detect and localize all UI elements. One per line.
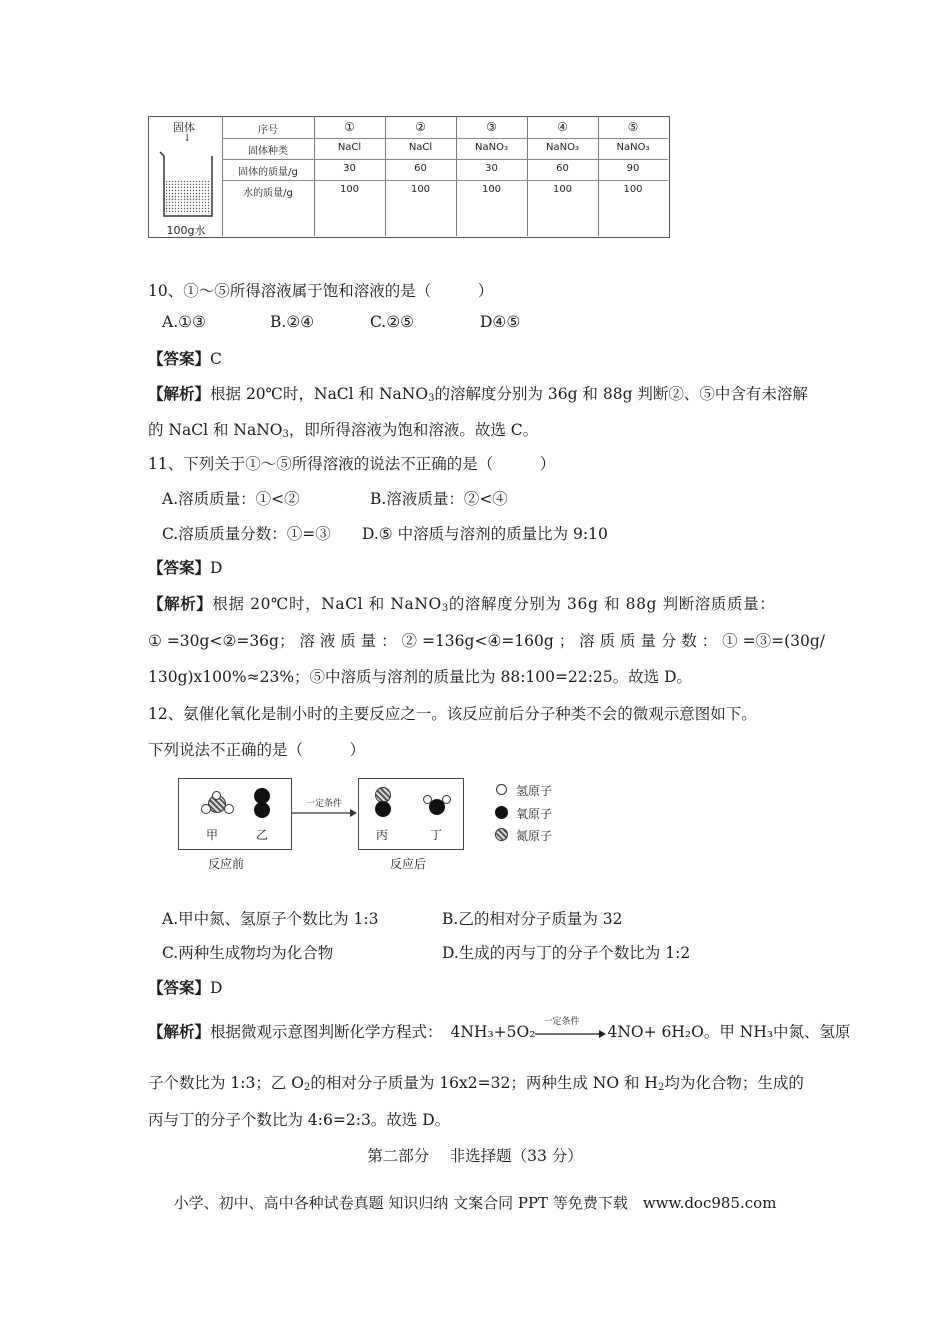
caption-before: 反应前 <box>208 857 245 871</box>
hydrogen-atom <box>224 804 234 814</box>
col-water-mass: 100 <box>410 184 431 195</box>
before-box <box>178 778 292 850</box>
analysis-text: 的 NaCl 和 NaNO <box>148 421 283 439</box>
q10-option-c: C.②⑤ <box>370 313 415 331</box>
q12-option-a: A.甲中氮、氢原子个数比为 1:3 <box>162 910 379 928</box>
q12-option-c: C.两种生成物均为化合物 <box>162 944 334 962</box>
molecule-label-bing: 丙 <box>376 828 389 842</box>
legend-hydrogen: 氢原子 <box>516 784 553 798</box>
col-id: ④ <box>557 120 568 134</box>
legend-oxygen-icon <box>495 806 508 819</box>
reaction-arrow-icon <box>292 808 358 818</box>
reaction-micro-diagram <box>178 778 598 874</box>
analysis-text: 根据微观示意图判断化学方程式： <box>210 1023 443 1041</box>
q12-analysis-line-2 <box>148 1071 804 1093</box>
col-divider <box>598 116 599 236</box>
q12-answer <box>148 976 222 998</box>
col-divider <box>456 116 457 236</box>
answer-label: 【答案】 <box>148 349 211 368</box>
oxygen-atom <box>254 802 270 818</box>
col-solid-mass: 90 <box>626 163 640 174</box>
molecule-label-jia: 甲 <box>206 828 219 842</box>
subscript: 3 <box>282 429 289 440</box>
q10-option-d: D④⑤ <box>480 313 521 331</box>
after-box <box>358 778 464 850</box>
q10-option-b: B.②④ <box>270 313 315 331</box>
q12-option-d: D.生成的丙与丁的分子个数比为 1:2 <box>442 944 691 962</box>
col-divider <box>527 116 528 236</box>
answer-value: D <box>210 559 223 577</box>
analysis-text: 的溶解度分别为 36g 和 88g 判断溶质质量： <box>448 595 776 613</box>
row-header-water-mass: 水的质量/g <box>243 188 293 199</box>
q11-analysis-line-2: ① =30g<②=36g； 溶 液 质 量 ： ② =136g<④=160g ； 溶 质 质 量 分 数 ： ① =③=(30g/ <box>148 632 825 650</box>
col-water-mass: 100 <box>552 184 573 195</box>
equation-condition: 一定条件 <box>543 1017 580 1027</box>
q11-option-d: D.⑤ 中溶质与溶剂的质量比为 9:10 <box>362 525 608 543</box>
col-solid-mass: 60 <box>556 163 569 174</box>
row-header-index: 序号 <box>258 125 278 136</box>
q11-analysis-line-1 <box>148 592 775 614</box>
analysis-text: 根据 20℃时，NaCl 和 NaNO <box>212 595 442 613</box>
legend-nitrogen-icon <box>495 828 508 841</box>
beaker-icon <box>156 150 218 220</box>
equation-right: 4NO+ 6H₂O。 <box>607 1023 720 1041</box>
section-title: 第二部分 非选择题（33 分） <box>367 1147 583 1165</box>
col-divider <box>314 116 315 236</box>
col-divider <box>385 116 386 236</box>
answer-value: C <box>210 350 222 368</box>
col-water-mass: 100 <box>339 184 360 195</box>
oxygen-atom <box>375 801 391 817</box>
legend-nitrogen: 氮原子 <box>516 829 553 843</box>
hydrogen-atom <box>442 795 451 804</box>
q11-answer <box>148 556 222 578</box>
row-divider <box>222 138 668 139</box>
beaker-label-solid: 固体 <box>173 121 195 134</box>
row-divider <box>222 159 668 160</box>
q12-analysis-line-1 <box>148 1017 851 1042</box>
col-id: ② <box>415 120 426 134</box>
subscript: 2 <box>657 1082 665 1093</box>
analysis-text: 根据 20℃时，NaCl 和 NaNO <box>210 385 429 403</box>
solubility-experiment-table <box>148 116 670 238</box>
q11-option-b: B.溶液质量：②<④ <box>370 490 508 508</box>
q12-stem-line-2: 下列说法不正确的是（ ） <box>148 741 366 759</box>
q11-option-a: A.溶质质量：①<② <box>162 490 300 508</box>
q11-stem: 11、下列关于①～⑤所得溶液的说法不正确的是（ ） <box>148 455 556 473</box>
q12-option-b: B.乙的相对分子质量为 32 <box>442 910 623 928</box>
analysis-text: 的溶解度分别为 36g 和 88g 判断②、⑤中含有未溶解 <box>434 385 808 403</box>
col-type: NaNO₃ <box>475 142 508 153</box>
col-id: ⑤ <box>627 120 639 134</box>
analysis-text: 甲 NH₃中氮、氢原 <box>719 1023 851 1041</box>
q11-option-c: C.溶质质量分数：①=③ <box>162 525 331 543</box>
answer-label: 【答案】 <box>148 558 211 577</box>
col-id: ① <box>344 120 355 134</box>
col-id: ③ <box>486 120 497 134</box>
equation-arrow-icon <box>535 1030 607 1038</box>
q10-analysis-line-1 <box>148 382 808 404</box>
page-footer: 小学、初中、高中各种试卷真题 知识归纳 文案合同 PPT 等免费下载 www.doc985.com <box>173 1194 777 1212</box>
analysis-text: 的相对分子质量为 16x2=32；两种生成 NO 和 H <box>310 1074 658 1092</box>
equation-arrow <box>535 1017 607 1040</box>
col-water-mass: 100 <box>623 184 643 195</box>
q10-answer <box>148 347 222 369</box>
equation-left: 4NH₃+5O₂ <box>450 1023 536 1041</box>
molecule-label-ding: 丁 <box>430 828 443 842</box>
hydrogen-atom <box>201 804 211 814</box>
row-divider <box>222 180 668 181</box>
answer-value: D <box>210 979 223 997</box>
q12-analysis-line-3: 丙与丁的分子个数比为 4:6=2:3。故选 D。 <box>148 1111 451 1129</box>
row-header-solid-type: 固体种类 <box>248 146 288 157</box>
analysis-text: 子个数比为 1:3；乙 O <box>148 1074 305 1092</box>
analysis-text: 均为化合物；生成的 <box>664 1074 804 1092</box>
arrow-condition: 一定条件 <box>305 799 342 809</box>
down-arrow-icon: ↓ <box>183 133 192 144</box>
legend-oxygen: 氧原子 <box>516 807 553 821</box>
analysis-text: ，即所得溶液为饱和溶液。故选 C。 <box>288 421 539 439</box>
analysis-label: 【解析】 <box>148 1022 211 1041</box>
molecule-label-yi: 乙 <box>256 828 269 842</box>
col-water-mass: 100 <box>481 184 502 195</box>
col-type: NaNO₃ <box>616 142 650 153</box>
table-divider <box>222 116 223 236</box>
col-type: NaCl <box>408 142 433 153</box>
answer-label: 【答案】 <box>148 978 211 997</box>
subscript: 3 <box>428 393 435 404</box>
beaker-label-water: 100g水 <box>166 224 206 237</box>
q10-option-a: A.①③ <box>162 313 206 331</box>
q11-analysis-line-3: 130g)x100%≈23%；⑤中溶质与溶剂的质量比为 88:100=22:25。故选 D。 <box>148 668 693 686</box>
col-solid-mass: 30 <box>485 163 498 174</box>
q10-analysis-line-2 <box>148 418 538 440</box>
legend-hydrogen-icon <box>496 784 507 795</box>
q10-stem: 10、①～⑤所得溶液属于饱和溶液的是（ ） <box>148 282 494 300</box>
hydrogen-atom <box>423 795 432 804</box>
col-solid-mass: 30 <box>343 163 356 174</box>
analysis-label: 【解析】 <box>148 384 211 403</box>
q12-stem-line-1: 12、氨催化氧化是制小时的主要反应之一。该反应前后分子种类不会的微观示意图如下。 <box>148 705 757 723</box>
caption-after: 反应后 <box>390 857 427 871</box>
analysis-label: 【解析】 <box>148 594 213 613</box>
col-solid-mass: 60 <box>414 163 427 174</box>
hydrogen-atom <box>212 791 221 800</box>
row-header-solid-mass: 固体的质量/g <box>238 167 298 178</box>
col-type: NaNO₃ <box>546 142 579 153</box>
subscript: 2 <box>304 1082 311 1093</box>
col-type: NaCl <box>337 142 362 153</box>
subscript: 3 <box>441 603 449 614</box>
